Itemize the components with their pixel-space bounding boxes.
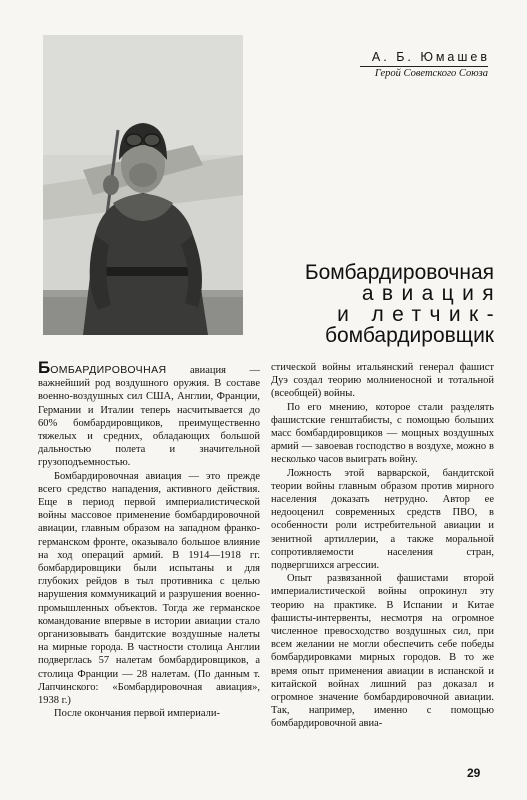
paragraph: Бомбардировочная авиация — это прежде всего средство нападения, активного действия. Еще в период первой империалистической войны массовое применение бомбардировочной авиации, главным образом на западном франко-германском фронте, оказывало большое влияние на ход операций армий. В 1914—1918 гг. бомбардировщики были испытаны и для глубоких рейдов в тыл противника с целью нарушения коммуникаций и разрушения военно-промышленных объектов. Тогда же германское командование впервые в истории авиации стало организовывать бандитские воздушные налеты на мирные города. В частности столица Англии подверглась 57 налетам бомбардировщиков, а столица Франции — 28 налетам. (По данным т. Лапчинского: «Бомбардировочная авиация», 1938 г.) [38, 470, 260, 707]
pilot-portrait-photo [43, 35, 243, 335]
paragraph: Ложность этой варварской, бандитской теории войны главным образом против мирного населения доказать нетрудно. Автор ее недооценил современных средств ПВО, в особенности роли истребительной авиации и зенитной артиллерии, а также моральной сопротивляемости населения стран, подвергшихся агрессии. [271, 467, 494, 572]
paragraph-text: авиация — важнейший род воздушного оружия. В составе военно-воздушных сил США, Англии, Франции, Германии и Италии теперь насчитывается до 60% бомбардировщиков, преимущественно тяжелых и средних, обладающих большой дальностью полета и значительной грузоподъемностью. [38, 365, 260, 469]
author-divider [360, 66, 488, 67]
page-number: 29 [467, 766, 481, 780]
article-title-line-4: бомбардировщик [324, 324, 494, 347]
article-title-line-1: Бомбардировочная [304, 261, 494, 284]
author-title: Герой Советского Союза [374, 68, 488, 79]
lead-word: ОМБАРДИРОВОЧНАЯ [50, 364, 167, 376]
article-title [282, 261, 502, 347]
article-title-line-3: и летчик- [337, 303, 502, 326]
paragraph [38, 358, 260, 470]
author-name: А. Б. Юмашев [371, 50, 490, 64]
article-title-line-2: авиация [361, 282, 502, 305]
paragraph: стической войны итальянский генерал фашист Дуэ создал теорию молниеносной и тотальной (всеобщей) войны. [271, 362, 494, 400]
drop-cap: Б [38, 358, 51, 377]
text-column-left [38, 358, 260, 720]
paragraph: Опыт развязанной фашистами второй империалистической войны опрокинул эту теорию на практике. В Испании и Китае фашисты-интервенты, несмотря на огромное численное превосходство воздушных сил, при всем желании не могли обеспечить себе победы бомбардировками мирных городов. В то же время опыт применения авиации в испанской и китайской войнах лишний раз доказал и огромное значение бомбардировочной авиации. Так, например, именно с помощью бомбардировочной авиа- [271, 573, 494, 730]
photo-graphic [43, 35, 243, 335]
text-column-right [271, 361, 494, 731]
paragraph: По его мнению, которое стали разделять фашистские генштабисты, с помощью больших масс бомбардировщиков — мощных воздушных армий — завоевав господство в воздухе, можно в несколько часов выиграть войну. [271, 401, 494, 466]
paragraph: После окончания первой империали- [54, 708, 221, 720]
